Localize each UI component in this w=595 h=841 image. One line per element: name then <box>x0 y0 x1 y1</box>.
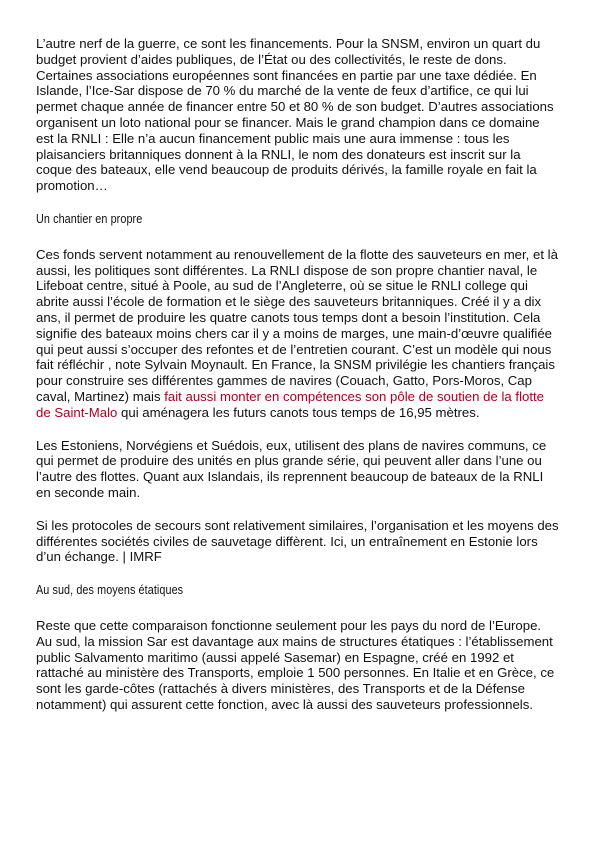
paragraph-image-caption: Si les protocoles de secours sont relativement similaires, l’organisation et les moyens des différentes sociétés civiles de sauvetage diffèrent. Ici, un entraînement en Estonie lors d’un échange. | IMRF <box>36 517 559 565</box>
saint-malo-link[interactable]: fait aussi monter en compétences son pôle de soutien de la flotte de Saint-Malo <box>36 388 544 420</box>
paragraph-southern-europe: Reste que cette comparaison fonctionne seulement pour les pays du nord de l’Europe. Au sud, la mission Sar est davantage aux mains de structures étatiques : l’établissement public Salvamento maritimo (aussi appelé Sasemar) en Espagne, créé en 1992 et rattaché au ministère des Transports, emploie 1 500 personnes. En Italie et en Grèce, ce sont les garde-côtes (rattachés à divers ministères, des Transports et de la Défense notamment) qui assurent cette fonction, avec là aussi des sauveteurs professionnels. <box>36 617 555 712</box>
paragraph-fleet-renewal <box>36 247 560 421</box>
article-body <box>36 36 560 730</box>
paragraph-financing: L’autre nerf de la guerre, ce sont les financements. Pour la SNSM, environ un quart du budget provient d’aides publiques, de l’État ou des collectivités, le reste de dons. Certaines associations européennes sont financées en partie par une taxe dédiée. En Islande, l’Ice-Sar dispose de 70 % du marché de la vente de feux d’artifice, ce qui lui permet chaque année de financer entre 50 et 80 % de son budget. D’autres associations organisent un loto national pour se financer. Mais le grand champion dans ce domaine est la RNLI : Elle n’a aucun financement public mais une aura immense : tous les plaisanciers britanniques donnent à la RNLI, le nom des donateurs est inscrit sur la coque des bateaux, elle vend beaucoup de produits dérivés, la famille royale en fait la promotion… <box>36 36 554 194</box>
section-heading-shipyard: Un chantier en propre <box>36 210 143 226</box>
section-heading-south: Au sud, des moyens étatiques <box>36 582 184 598</box>
paragraph-fleet-text-start: Ces fonds servent notamment au renouvellement de la flotte des sauveteurs en mer, et là aussi, les politiques sont différentes. La RNLI dispose de son propre chantier naval, le Lifeboat centre, situé à Poole, au sud de l’Angleterre, où se situe le RNLI college qui abrite aussi l’école de formation et le siège des sauveteurs britanniques. Créé il y a dix ans, il permet de produire les quatre canots tous temps dont a besoin l’institution. Cela signifie des bateaux moins chers car il y a moins de marges, une main-d’œuvre qualifiée qui peut aussi s’occuper des refontes et de l’entretien courant. C’est un modèle qui nous fait réfléchir , note Sylvain Moynault. En France, la SNSM privilégie les chantiers français pour construire ses différentes gammes de navires (Couach, Gatto, Pors-Moros, Cap caval, Martinez) mais <box>36 246 558 404</box>
paragraph-nordic-fleets: Les Estoniens, Norvégiens et Suédois, eux, utilisent des plans de navires communs, ce qui permet de produire des unités en plus grande série, qui peuvent aller dans l’une ou l’autre des flottes. Quant aux Islandais, ils reprennent beaucoup de bateaux de la RNLI en seconde main. <box>36 437 547 500</box>
paragraph-fleet-text-end: qui aménagera les futurs canots tous temps de 16,95 mètres. <box>117 404 480 420</box>
